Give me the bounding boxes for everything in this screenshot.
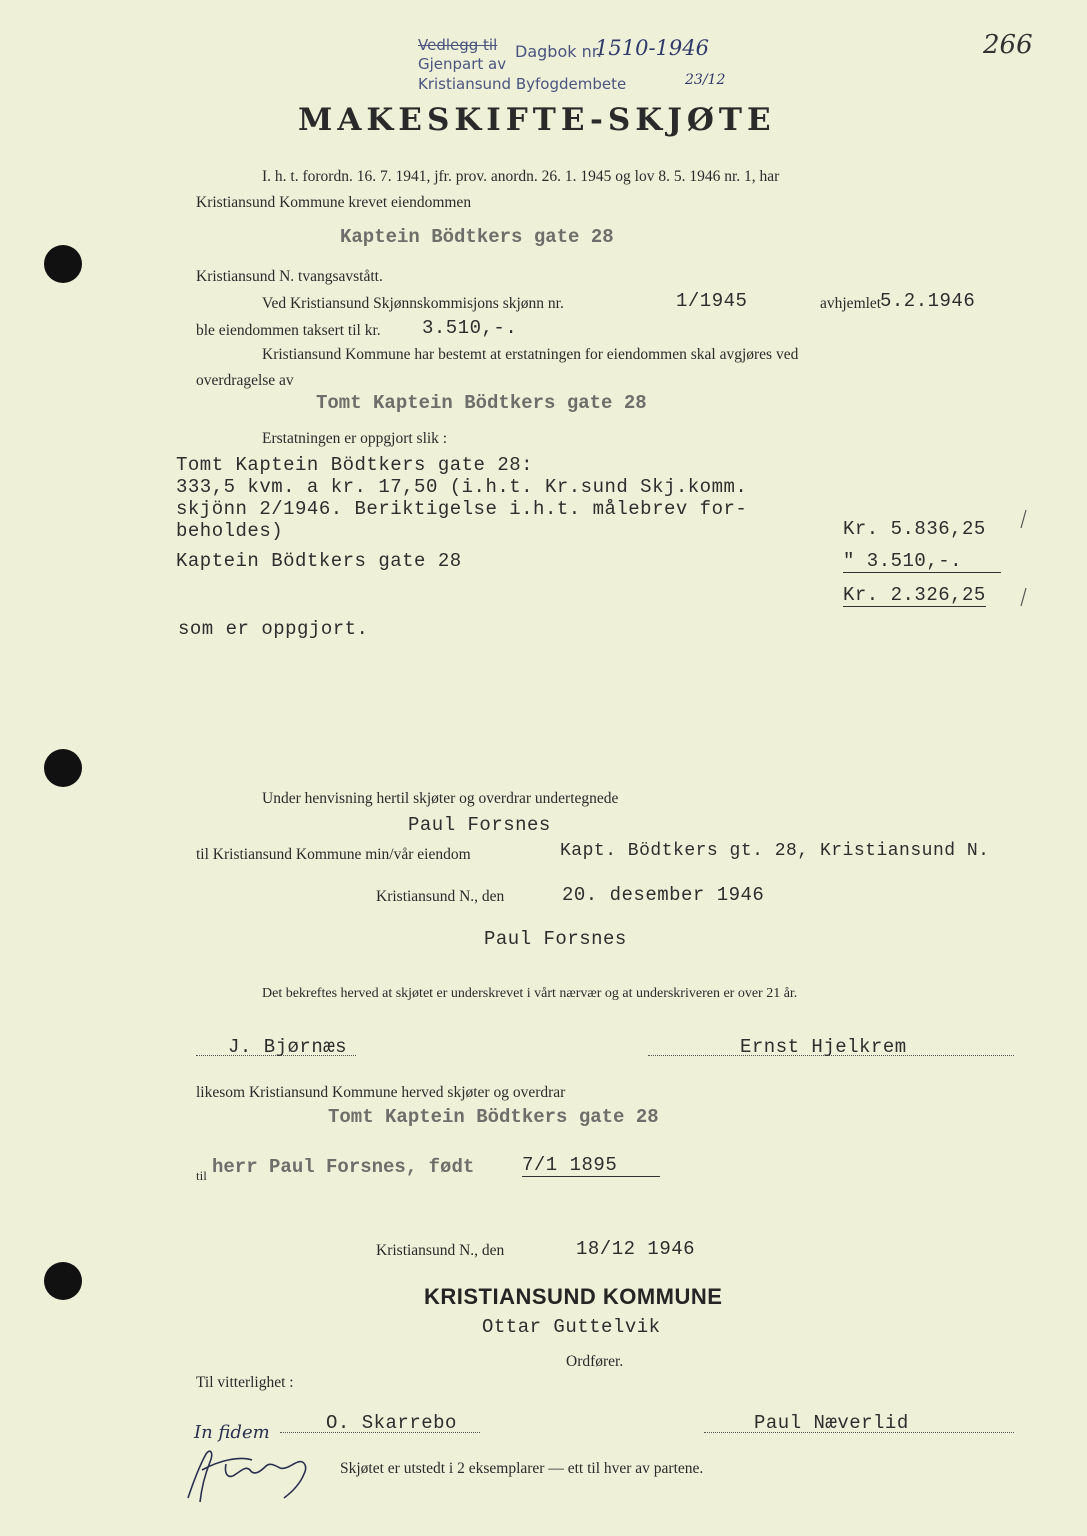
settlement-heading: Erstatningen er oppgjort slik : (262, 430, 448, 447)
footer-note: Skjøtet er utstedt i 2 eksemplarer — ett til hver av partene. (340, 1460, 704, 1477)
page-number: 266 (983, 30, 1033, 60)
dagbok-number: 1510-1946 (595, 36, 709, 60)
witness-2: Ernst Hjelkrem (740, 1036, 907, 1058)
settlement-closing: som er oppgjort. (178, 618, 369, 640)
return-line-1: likesom Kristiansund Kommune herved skjøter og overdrar (196, 1084, 566, 1101)
in-fidem: In fidem (194, 1422, 270, 1443)
transfer-line-1: Under henvisning hertil skjøter og overdrar undertegnede (262, 790, 619, 807)
overdragelse-property: Tomt Kaptein Bödtkers gate 28 (316, 392, 647, 414)
transfer-line-2: til Kristiansund Kommune min/vår eiendom (196, 846, 471, 863)
settlement-amount-1: Kr. 5.836,25 (843, 518, 986, 540)
stamp-vedlegg: Vedlegg til (418, 36, 498, 54)
witness-1: J. Bjørnæs (228, 1036, 348, 1058)
clerk-signature (180, 1440, 320, 1510)
settlement-amount-2: " 3.510,-. (843, 550, 1001, 573)
return-date-value: 18/12 1946 (576, 1238, 696, 1260)
settlement-line-4: beholdes) (176, 520, 284, 542)
intro-line-3: Kristiansund N. tvangsavstått. (196, 268, 383, 285)
claimed-property: Kaptein Bödtkers gate 28 (340, 226, 614, 248)
transfer-date-prefix: Kristiansund N., den (376, 888, 505, 905)
mayor-title: Ordfører. (566, 1353, 624, 1370)
return-date-prefix: Kristiansund N., den (376, 1242, 505, 1259)
settlement-item-2: Kaptein Bödtkers gate 28 (176, 550, 462, 572)
transfer-name: Paul Forsnes (408, 814, 551, 836)
til-label: til (196, 1168, 207, 1183)
settlement-line-3: skjönn 2/1946. Beriktigelse i.h.t. målebrev for- (176, 498, 748, 520)
settlement-total: Kr. 2.326,25 (843, 584, 986, 606)
mayor-name: Ottar Guttelvik (482, 1316, 661, 1338)
document-title: MAKESKIFTE-SKJØTE (298, 102, 776, 138)
settlement-line-1: Tomt Kaptein Bödtkers gate 28: (176, 454, 534, 476)
avhjemlet-date: 5.2.1946 (880, 290, 976, 312)
settlement-line-2: 333,5 kvm. a kr. 17,50 (i.h.t. Kr.sund Skj.komm. (176, 476, 748, 498)
intro-line-2: Kristiansund Kommune krevet eiendommen (196, 194, 472, 211)
tick-mark-2 (1018, 586, 1028, 610)
municipality-name: KRISTIANSUND KOMMUNE (424, 1284, 723, 1309)
punch-hole-bottom (44, 1262, 82, 1300)
date-note: 23/12 (685, 72, 726, 88)
avhjemlet-label: avhjemlet (820, 295, 882, 312)
intro-line-1: I. h. t. forordn. 16. 7. 1941, jfr. prov. anordn. 26. 1. 1945 og lov 8. 5. 1946 nr. 1, har (262, 168, 780, 185)
bestemt-line-2: overdragelse av (196, 372, 294, 389)
tick-mark-1 (1018, 508, 1028, 532)
punch-hole-top (44, 245, 82, 283)
transfer-date-value: 20. desember 1946 (562, 884, 765, 906)
punch-hole-middle (44, 749, 82, 787)
taksert-value: 3.510,-. (422, 317, 518, 339)
transfer-signature: Paul Forsnes (484, 928, 627, 950)
taksert-prefix: ble eiendommen taksert til kr. (196, 322, 381, 339)
bestemt-line-1: Kristiansund Kommune har bestemt at erstatningen for eiendommen skal avgjøres ved (262, 346, 799, 363)
skjonn-number: 1/1945 (676, 290, 748, 312)
vitterlighet-witness-2: Paul Næverlid (754, 1412, 909, 1434)
recipient: herr Paul Forsnes, født (212, 1156, 475, 1178)
skjonn-prefix: Ved Kristiansund Skjønnskommisjons skjønn nr. (262, 295, 564, 312)
dagbok-label: Dagbok nr. (515, 42, 602, 61)
vitterlighet-witness-1: O. Skarrebo (326, 1412, 457, 1434)
vitterlighet-label: Til vitterlighet : (196, 1374, 294, 1391)
witness-statement: Det bekreftes herved at skjøtet er underskrevet i vårt nærvær og at underskriveren er over 21 år. (262, 986, 798, 1001)
transfer-property: Kapt. Bödtkers gt. 28, Kristiansund N. (560, 841, 990, 861)
stamp-gjenpart: Gjenpart av (418, 55, 507, 73)
return-property: Tomt Kaptein Bödtkers gate 28 (328, 1106, 659, 1128)
stamp-byfogd: Kristiansund Byfogdembete (418, 75, 627, 93)
birth-date: 7/1 1895 (522, 1154, 660, 1177)
